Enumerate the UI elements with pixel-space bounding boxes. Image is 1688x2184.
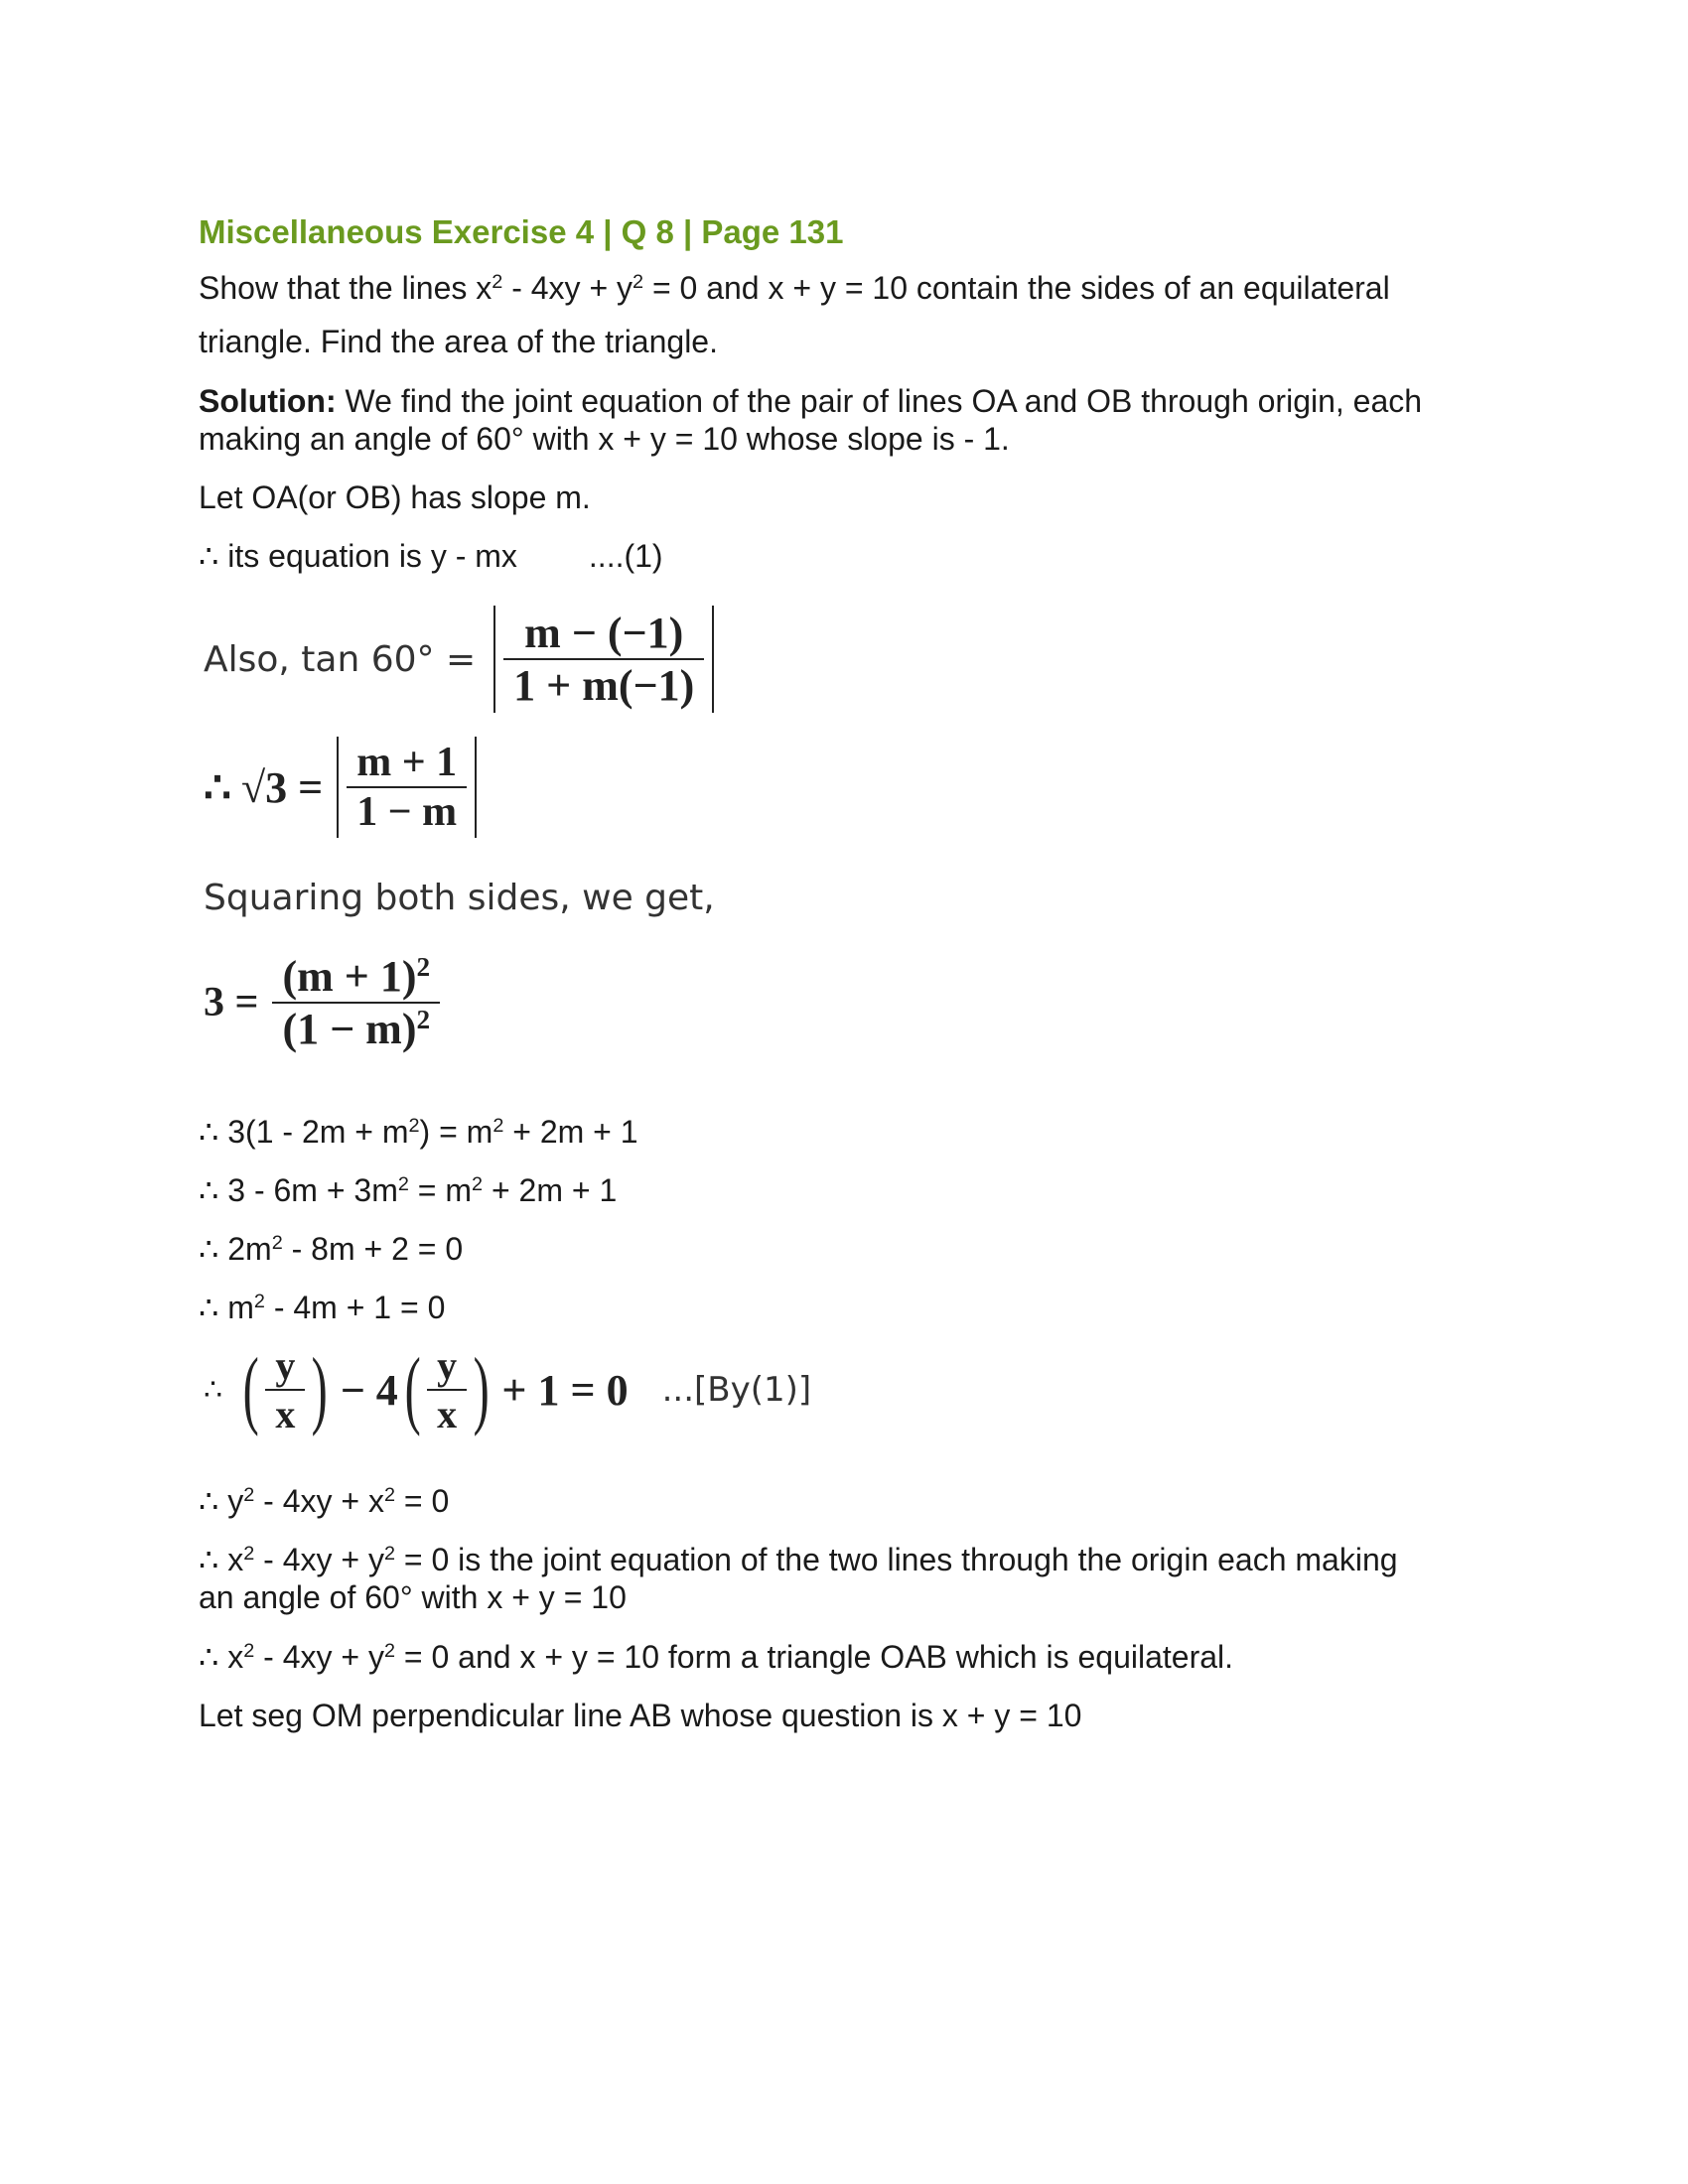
- step-text: + 2m + 1: [503, 1114, 638, 1150]
- minus-four: − 4: [340, 1365, 398, 1415]
- denominator: x: [275, 1392, 296, 1436]
- squaring-line: Squaring both sides, we get,: [204, 878, 715, 918]
- superscript: 2: [492, 1115, 504, 1138]
- fraction: [265, 1342, 305, 1437]
- exponent: 2: [416, 952, 431, 982]
- step-line-3: [199, 1229, 1489, 1269]
- step-text: ∴ 3 - 6m + 3m: [199, 1172, 398, 1208]
- step-text: - 4m + 1 = 0: [264, 1290, 446, 1325]
- step-text: - 4xy + y: [254, 1639, 384, 1675]
- denominator: [272, 1004, 440, 1054]
- question-line-1: [199, 268, 1489, 308]
- superscript: 2: [383, 1484, 396, 1507]
- denominator-base: (1 − m): [282, 1005, 417, 1053]
- numerator: m − (−1): [524, 609, 684, 657]
- question-text: Show that the lines x: [199, 270, 492, 306]
- sqrt-three: √3 =: [241, 762, 324, 812]
- three-equals: 3 =: [204, 980, 259, 1025]
- numerator: m + 1: [356, 740, 458, 785]
- exponent: 2: [416, 1005, 431, 1034]
- superscript: 2: [408, 1115, 420, 1138]
- denominator: 1 − m: [356, 789, 458, 835]
- step-line-7: [199, 1637, 1489, 1677]
- exercise-heading: Miscellaneous Exercise 4 | Q 8 | Page 131: [199, 213, 844, 250]
- step-line-1: [199, 1112, 1489, 1152]
- let-slope-line: Let OA(or OB) has slope m.: [199, 479, 591, 515]
- question-text: - 4xy + y: [502, 270, 633, 306]
- tan-label: Also, tan 60° =: [204, 638, 477, 680]
- solution-line-1: [199, 381, 1489, 421]
- fraction: [503, 608, 704, 711]
- superscript: 2: [253, 1291, 265, 1313]
- step-text: - 4xy + y: [254, 1542, 384, 1577]
- step-line-6-cont: an angle of 60° with x + y = 10: [199, 1579, 627, 1615]
- therefore-symbol: ∴: [204, 762, 231, 812]
- plus-one-equals-zero: + 1 = 0: [501, 1365, 629, 1415]
- superscript: 2: [243, 1640, 255, 1663]
- fraction: [427, 1342, 467, 1437]
- sqrt-equation: [204, 737, 477, 838]
- superscript: 2: [397, 1173, 409, 1196]
- superscript: 2: [492, 271, 503, 294]
- fraction: [272, 951, 440, 1054]
- right-paren: ): [473, 1341, 490, 1437]
- step-line-4: [199, 1288, 1489, 1327]
- step-text: + 2m + 1: [483, 1172, 618, 1208]
- question-text: = 0 and x + y = 10 contain the sides of an equilateral: [643, 270, 1390, 306]
- substitution-equation: [204, 1342, 811, 1437]
- question-line-2: triangle. Find the area of the triangle.: [199, 324, 718, 359]
- fraction: [347, 739, 467, 836]
- equation-1: ∴ its equation is y - mx: [199, 538, 517, 574]
- solution-line-2: making an angle of 60° with x + y = 10 whose slope is - 1.: [199, 421, 1010, 457]
- denominator: 1 + m(−1): [513, 661, 695, 710]
- step-line-5: [199, 1481, 1489, 1521]
- absolute-value: [337, 737, 477, 838]
- step-text: = 0 is the joint equation of the two lines through the origin each making: [395, 1542, 1398, 1577]
- numerator: y: [437, 1343, 458, 1388]
- step-text: = 0: [395, 1483, 450, 1519]
- superscript: 2: [383, 1543, 396, 1566]
- therefore-symbol: ∴: [204, 1373, 223, 1407]
- superscript: 2: [633, 271, 644, 294]
- superscript: 2: [271, 1232, 283, 1255]
- step-text: - 4xy + x: [254, 1483, 384, 1519]
- left-paren: (: [242, 1341, 259, 1437]
- superscript: 2: [472, 1173, 484, 1196]
- step-line-6: [199, 1540, 1489, 1579]
- step-text: ∴ m: [199, 1290, 254, 1325]
- step-text: ∴ x: [199, 1542, 244, 1577]
- step-text: = 0 and x + y = 10 form a triangle OAB which is equilateral.: [395, 1639, 1234, 1675]
- numerator: y: [275, 1343, 296, 1388]
- denominator: x: [437, 1392, 458, 1436]
- superscript: 2: [243, 1543, 255, 1566]
- step-text: ∴ y: [199, 1483, 244, 1519]
- step-text: ∴ x: [199, 1639, 244, 1675]
- step-text: = m: [408, 1172, 473, 1208]
- step-line-8: Let seg OM perpendicular line AB whose question is x + y = 10: [199, 1698, 1082, 1733]
- solution-label: Solution:: [199, 383, 337, 419]
- superscript: 2: [383, 1640, 396, 1663]
- equation-tag: ....(1): [588, 538, 663, 574]
- solution-text: We find the joint equation of the pair of lines OA and OB through origin, each: [336, 383, 1423, 419]
- reference-tag: ...[By(1)]: [661, 1370, 812, 1410]
- numerator-base: (m + 1): [282, 952, 417, 1001]
- squared-equation: [204, 951, 440, 1054]
- step-text: ∴ 2m: [199, 1231, 272, 1267]
- absolute-value: [493, 606, 714, 713]
- tan-equation: [204, 606, 714, 713]
- step-text: ∴ 3(1 - 2m + m: [199, 1114, 409, 1150]
- step-line-2: [199, 1170, 1489, 1210]
- step-text: - 8m + 2 = 0: [282, 1231, 464, 1267]
- numerator: [272, 951, 440, 1002]
- left-paren: (: [404, 1341, 421, 1437]
- equation-1-line: [199, 536, 1489, 576]
- step-text: ) = m: [419, 1114, 493, 1150]
- superscript: 2: [243, 1484, 255, 1507]
- right-paren: ): [312, 1341, 329, 1437]
